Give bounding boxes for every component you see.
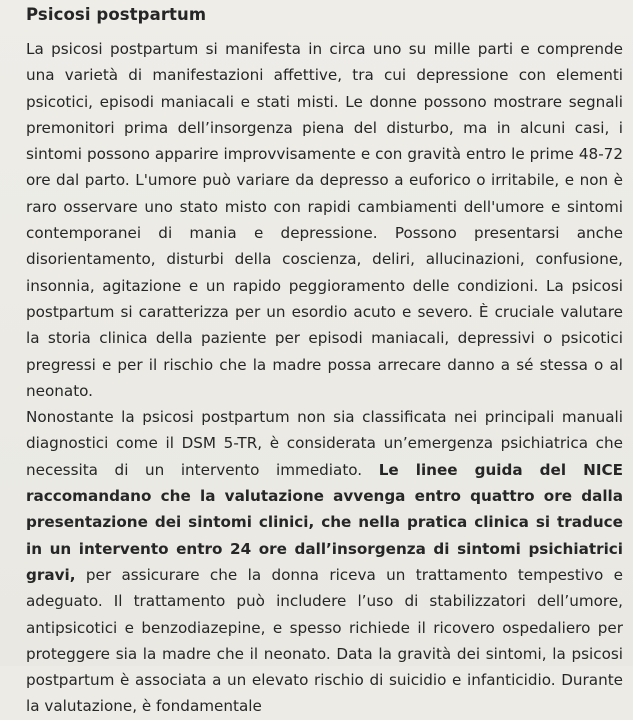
paragraph-2-text-end: per assicurare che la donna riceva un trattamento tempestivo e adeguato. Il trattamento può includere l’uso di stabilizzatori dell’umore, antipsicotici e benzodiazepine, e spesso richiede il ricovero ospedaliero per proteggere sia la madre che il neonato. Data la gravità dei sintomi, la psicosi postpartum è associata a un elevato rischio di suicidio e infanticidio. Durante la valutazione, è fondamentale (26, 565, 623, 716)
body-paragraph-1: La psicosi postpartum si manifesta in circa uno su mille parti e comprende una varietà di manifestazioni affettive, tra cui depressione con elementi psicotici, episodi maniacali e stati misti. Le donne possono mostrare segnali premonitori prima dell’insorgenza piena del disturbo, ma in alcuni casi, i sintomi possono apparire improvvisamente e con gravità entro le prime 48-72 ore dal parto. L'umore può variare da depresso a euforico o irritabile, e non è raro osservare uno stato misto con rapidi cambiamenti dell'umore e sintomi contemporanei di mania e depressione. Possono presentarsi anche disorientamento, disturbi della coscienza, deliri, allucinazioni, confusione, insonnia, agitazione e un rapido peggioramento delle condizioni. La psicosi postpartum si caratterizza per un esordio acuto e severo. È cruciale valutare la storia clinica della paziente per episodi maniacali, depressivi o psicotici pregressi e per il rischio che la madre possa arrecare danno a sé stessa o al neonato. (26, 40, 623, 400)
section-heading: Psicosi postpartum (26, 5, 207, 24)
paragraph-2-text-start: Nonostante la psicosi postpartum non sia classificata nei principali manuali diagnostici come il DSM 5-TR, è considerata un’emergenza psichiatrica che necessita di un intervento immediato. (26, 408, 623, 479)
body-paragraph-2 (26, 404, 623, 720)
nice-guideline-emphasis: Le linee guida del NICE raccomandano che la valutazione avvenga entro quattro ore dalla presentazione dei sintomi clinici, che nella pratica clinica si traduce in un intervento entro 24 ore dall’insorgenza di sintomi psichiatrici gravi, (26, 460, 623, 584)
